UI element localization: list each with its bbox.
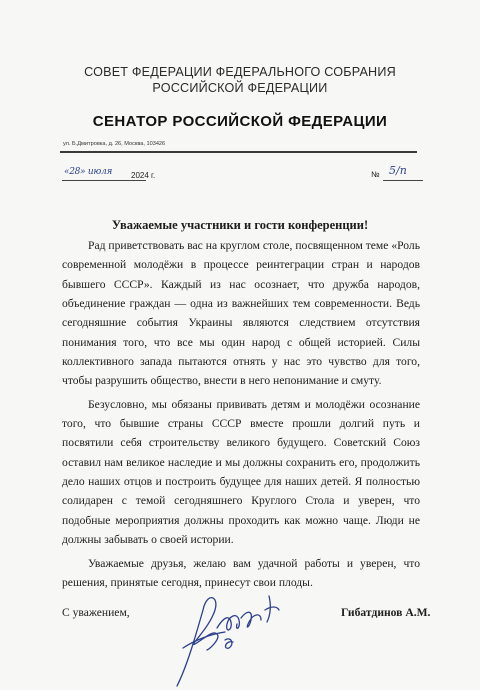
signer-name: Гибатдинов А.М. [341, 606, 431, 619]
position-title: СЕНАТОР РОССИЙСКОЙ ФЕДЕРАЦИИ [92, 113, 388, 130]
letter-body [62, 236, 420, 596]
number-handwritten: 5/п [389, 164, 407, 177]
paragraph-3: Уважаемые друзья, желаю вам удачной работы и уверен, что решения, принятые сегодня, принесут свои плоды. [62, 556, 420, 589]
closing-phrase: С уважением, [62, 606, 130, 619]
header-divider [60, 151, 417, 153]
date-handwritten: «28» июля [64, 167, 113, 177]
number-label: № [371, 170, 380, 179]
address-line: ул. Б.Дмитровка, д. 26, Москва, 103426 [63, 141, 166, 147]
organization-header [0, 64, 480, 96]
org-line-1: СОВЕТ ФЕДЕРАЦИИ ФЕДЕРАЛЬНОГО СОБРАНИЯ [84, 65, 396, 79]
greeting: Уважаемые участники и гости конференции! [111, 218, 369, 232]
org-line-2: РОССИЙСКОЙ ФЕДЕРАЦИИ [152, 81, 328, 95]
paragraph-1: Рад приветствовать вас на круглом столе, посвященном теме «Роль современной молодёжи в процессе реинтеграции стран и народов бывшего СССР». Каждый из нас осознает, что дружба народов, объединение граждан — одна из важнейших тем современности. Ведь сегодняшние события Украины являются следствием отсутствия понимания того, что все мы один народ с общей историей. Силы коллективного запада пытаются отнять у нас это чувство для того, чтобы разрушить общество, внести в него непонимание и смуту. [62, 239, 420, 388]
handwritten-signature [165, 588, 305, 688]
paragraph-2: Безусловно, мы обязаны прививать детям и молодёжи осознание того, что бывшие страны СССР вместе прошли долгий путь и посвятили себя строительству великого будущего. Советский Союз оставил нам великое наследие и мы должны сохранить его, продолжить дело наших отцов и построить будущее для наших детей. Я полностью солидарен с темой сегодняшнего Круглого Стола и уверен, что подобные мероприятия должны проходить как можно чаще. Люди не должны забывать о своей истории. [62, 397, 420, 547]
date-year: 2024 г. [131, 171, 156, 180]
